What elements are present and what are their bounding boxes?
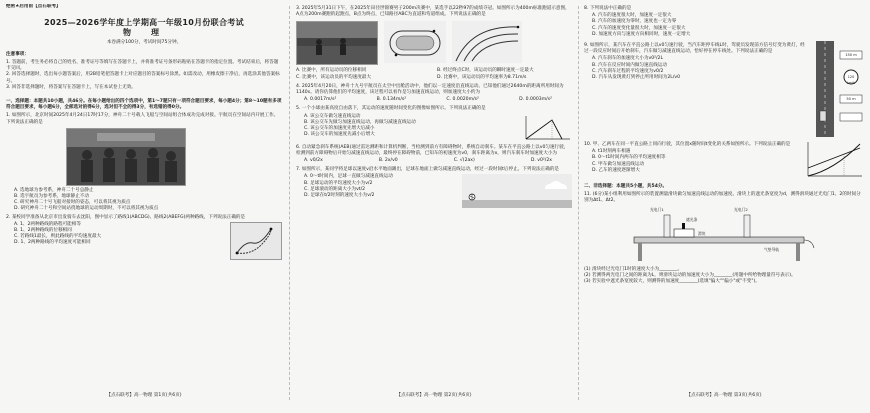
option: C. 研究神舟二十号飞船对接时的姿态，可以将其视为质点 — [14, 200, 131, 206]
option: B. 选宇航员为参考系，地球静止不动 — [14, 194, 89, 200]
option: A. v0/2x — [304, 158, 323, 164]
option: A. 选地球为参考系，神舟二十号总静止 — [14, 187, 94, 193]
shading-strip-label: 遮光条 — [686, 216, 698, 222]
air-track-figure — [624, 207, 824, 265]
option: C. 汽车刹车过程的平均速度为v0/2 — [592, 68, 664, 74]
exam-title: 2025—2026学年度上学期高一年级10月份联合考试 — [44, 18, 244, 28]
option: B. 2x/v0 — [378, 158, 398, 164]
option: D. 足球在t/2时刻的速度大小为v/2 — [304, 193, 375, 199]
page-footer: 【点石联考】高一物理 第2页(共6页) — [396, 392, 472, 398]
distance-sign: 150 m — [845, 53, 857, 58]
curve-track-diagram — [452, 21, 522, 63]
option: C. 比赛中，该运动员的平均速度最大 — [296, 74, 372, 80]
exam-note: 本卷满分100分，考试时间75分钟。 — [106, 39, 182, 45]
notice-heading: 注意事项： — [6, 51, 29, 57]
column-3 — [584, 4, 864, 402]
option: B. 0.134m/s² — [376, 97, 407, 103]
distance-sign: 50 m — [846, 97, 856, 102]
question-stem: 10. 甲、乙两车在同一平直公路上同向行驶，其位置x随时间t变化的关系如图所示。下列说法正确的是 — [584, 142, 791, 148]
option: D. 研究神舟二十号和空间站绕地球的运动周期时，不可以将其视为质点 — [14, 206, 159, 212]
column-2 — [296, 4, 572, 402]
option: A. t1时刻两车相遇 — [592, 149, 631, 155]
option: B. 足球运动的平均速度大小为v/2 — [304, 180, 373, 186]
option: C. 0.0020m/s² — [446, 97, 479, 103]
xt-graph — [804, 140, 864, 180]
option: B. 汽车在反应时间内做匀速直线运动 — [592, 62, 667, 68]
question-stem: 9. 如图所示，某汽车在平直公路上以v0匀速行驶，当汽车距停车线L时，驾驶员发现前方信号灯变为黄灯，经过一段反应时间后开始刹车，汽车做匀减速直线运动，恰好停在停车线处。下列说法正确的是 — [584, 43, 805, 55]
option: C. 甲车做匀加速直线运动 — [592, 161, 645, 167]
option: A. 比赛中，所有运动员的位移相同 — [296, 68, 367, 74]
option: C. 该公交车的加速度先增大后减小 — [304, 126, 375, 132]
option: B. 1、2两种路线的位移相同 — [14, 228, 72, 234]
option: A. 汽车刹车的加速度大小为v0²/2L — [592, 56, 664, 62]
sub-question: (1) 滑块经过光电门1时的速度大小为________。 — [584, 266, 683, 272]
option: B. 0～t1时间内两车的平均速度相等 — [592, 155, 666, 161]
question-stem: 4. 2025年4月20日，神舟十九号宇航员在太空中出舱活动中，他们以一定速度沿直线运动。已知他们通过2640m的距离所用时间为1140s。请你估算他们的平均速度，该过程可以看作是匀加速直线运动，则加速度大小约为 — [296, 83, 564, 96]
question-stem: 2. 某校同学准备从北京市出发骑车去沈阳，图中显示了路线1(ABCDG)、路线2(ABEFG)两种路线，下列说法正确的是 — [6, 214, 246, 220]
option: C. 汽车的速度变化量很大时，加速度一定很大 — [592, 25, 686, 31]
option: D. v0²/2x — [530, 158, 552, 164]
option: D. 加速度方向与速度方向相同时，速度一定增大 — [592, 31, 691, 37]
notice-item: 3. 回答非选择题时，将答案写在答题卡上，写在本试卷上无效。 — [6, 84, 136, 90]
option: A. 该公交车做匀速直线运动 — [304, 113, 361, 119]
option: C. √(2ax) — [453, 158, 475, 164]
gate-2-label: 光电门2 — [734, 206, 748, 212]
sub-question: (2) 若测得两光电门之间的距离为L，则滑块运动的加速度大小为________(用题中所给物理量符号表示)。 — [584, 272, 796, 278]
highway-figure — [814, 41, 864, 137]
column-divider — [578, 6, 579, 400]
option: D. 0.0003m/s² — [519, 97, 552, 103]
notice-item: 1. 答题前，考生务必将自己的姓名、准考证号等填写在答题卡上，并将准考证号条形码粘贴在答题卡的指定位置。考试结束后，将答题卡交回。 — [6, 60, 279, 72]
question-stem: 6. 自动紧急刹车系统(AEB)通过雷达测距和计算机判断，当检测到前方有障碍物时，系统自动刹车。某车在平直公路上以v0匀速行驶，检测到前方障碍物后开始匀减速直线运动，最终停在障碍物前，已知车的初速度为v0，刹车距离为x，则汽车刹车时加速度大小为 — [296, 144, 569, 156]
option: A. 0～t时间内，足球一直做匀减速直线运动 — [304, 174, 393, 180]
football-field-figure — [462, 174, 572, 208]
subject-title: 物 理 — [123, 28, 165, 38]
vt-graph — [522, 114, 572, 142]
question-stem: 11. (6分)某小组利用如图所示的装置测量滑块做匀加速直线运动的加速度。滑块上的遮光条宽度为d，测得滑块通过光电门1、2的时间分别为Δt1、Δt2。 — [584, 192, 861, 204]
stadium-photo — [296, 21, 378, 65]
option: C. 足球滚动的距离大小为vt/2 — [304, 186, 366, 192]
question-stem: 7. 如图所示，某同学将足球以速度v沿水平地面踢出，足球在地面上做匀减速直线运动，经过一段时间t后停止。下列说法正确的是 — [296, 167, 560, 173]
option: B. 该公交车先做匀加速直线运动，再做匀减速直线运动 — [304, 119, 416, 125]
option: A. 1、2两种路线的路程可能相等 — [14, 221, 81, 227]
question-stem: 5. 一个小球由某高度自由落下，其运动的速度随时间变化的图像如图所示。下列说法正确的是 — [296, 106, 486, 112]
sub-question: (3) 若实验中遮光条宽度较大，则测得的加速度________(选填"偏大""偏小"或"不变")。 — [584, 279, 760, 285]
option: A. 汽车的速度很大时，加速度一定很大 — [592, 13, 672, 19]
page-footer: 【点石联考】高一物理 第3页(共6页) — [686, 392, 762, 398]
option: B. 汽车的加速度为零时，速度也一定为零 — [592, 19, 677, 25]
option: D. 1、2两种路线的平均速度可能相同 — [14, 240, 91, 246]
astronaut-photo — [66, 128, 186, 186]
route-map — [230, 222, 282, 260]
option: A. 0.0017m/s² — [304, 97, 337, 103]
column-divider — [289, 6, 290, 400]
notice-item: 2. 回答选择题时，选出每小题答案后，用2B铅笔把答题卡上对应题目的答案标号涂黑。如需改动，用橡皮擦干净后，再选涂其他答案标号。 — [6, 72, 280, 84]
track-diagram — [384, 21, 446, 63]
confidential-tag: 绝密★启用前【点石联考】 — [6, 4, 61, 9]
track-label: 气垫导轨 — [764, 246, 780, 252]
slider-label: 滑块 — [698, 230, 706, 236]
option: D. 比赛中，该运动员的平均速率为8.71m/s — [437, 74, 527, 80]
question-stem: 8. 下列说法中正确的是 — [584, 6, 632, 11]
question-stem: 3. 2025年5月31日下午，在2025年田径世锦赛男子200m决赛中，某选手以22秒97的成绩夺冠。如图所示为400m标准跑道示意图，A点为200m赛跑的起跑点，B点为终点，已知路径ABC为直道和弯道组成。下列说法正确的是 — [296, 6, 570, 18]
option: C. 若路线1最长，则此路线的平均速度最大 — [14, 234, 102, 240]
option: D. 该公交车的加速度先减小后增大 — [304, 132, 375, 138]
speed-limit-sign: 120 km/h — [846, 75, 856, 86]
gate-1-label: 光电门1 — [650, 206, 664, 212]
option: D. 乙车的速度逐渐增大 — [592, 167, 640, 173]
section-title: 二、非选择题：本题共5小题，共54分。 — [584, 184, 668, 190]
page-footer: 【点石联考】高一物理 第1页(共6页) — [106, 392, 182, 398]
column-1 — [6, 4, 282, 402]
option: B. 经过终点C时，该运动员的瞬时速度一定最大 — [437, 68, 534, 74]
option: D. 汽车从发现黄灯到停止所用时间为2L/v0 — [592, 75, 681, 81]
section-title: 一、选择题：本题共10小题，共46分。在每小题给出的四个选项中，第1～7题只有一项符合题目要求，每小题4分；第8～10题有多项符合题目要求，每小题6分，全部选对的得6分，选对但不全的得3分，有选错的得0分。 — [6, 99, 282, 111]
question-stem: 1. 如图所示，北京时间2025年4月24日17时17分，神舟二十号载人飞船与空间站组合体成功完成对接。宇航员在空间站内开展工作。下列说法正确的是 — [6, 113, 279, 125]
